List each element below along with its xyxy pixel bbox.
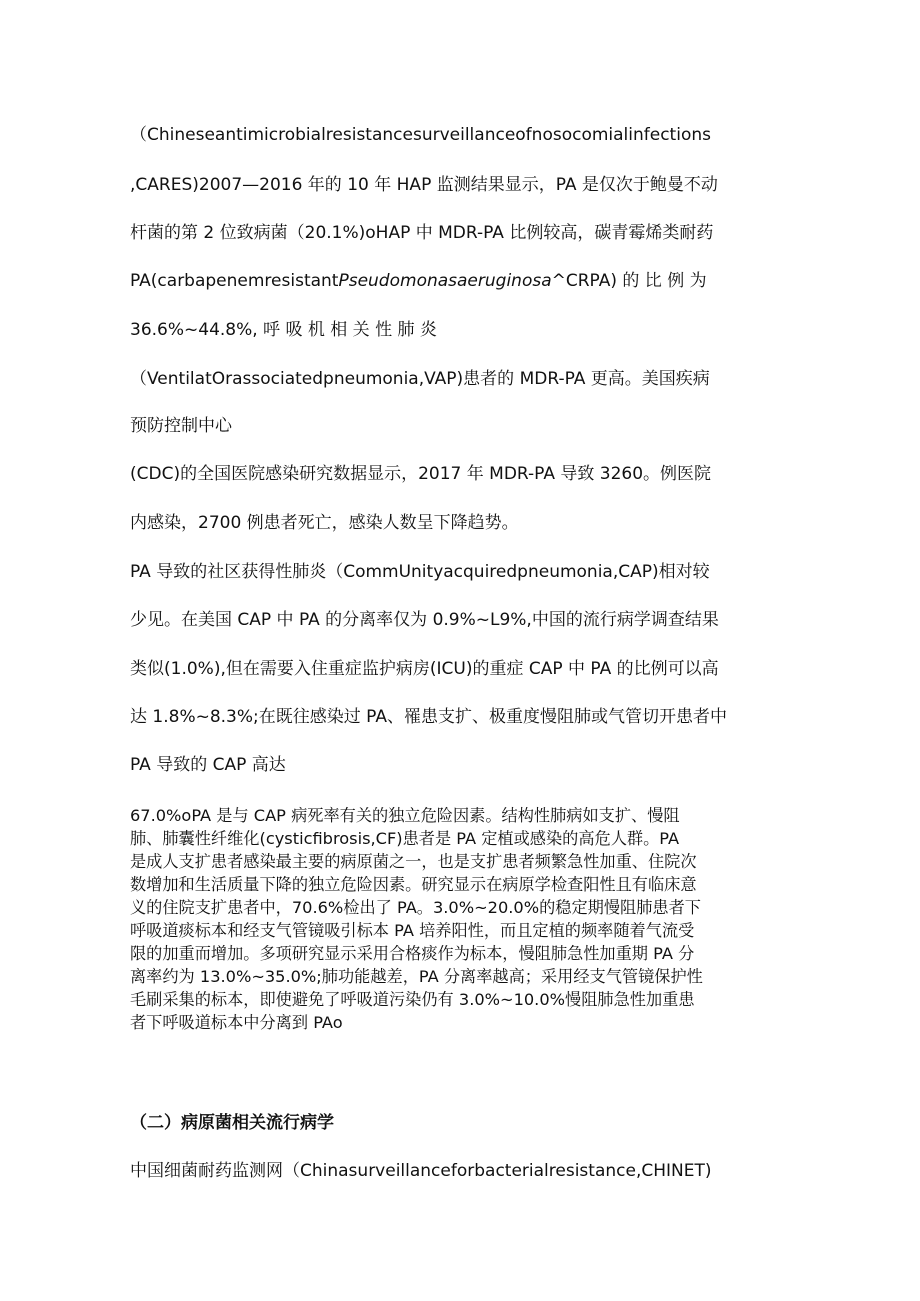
species-name: Pseudomonasaeruginosa <box>338 271 552 291</box>
text-line: （Chineseantimicrobialresistancesurveillanceofnosocomialinfections <box>130 125 711 145</box>
text-line: 肺、肺囊性纤维化(cysticfibrosis,CF)患者是 PA 定植或感染的高危人群。PA <box>130 829 680 848</box>
text-line: 杆菌的第 2 位致病菌（20.1%)oHAP 中 MDR-PA 比例较高，碳青霉烯类耐药 <box>130 223 714 243</box>
text-line: 中国细菌耐药监测网（Chinasurveillanceforbacterialresistance,CHINET) <box>130 1161 712 1181</box>
text-line: 数增加和生活质量下降的独立危险因素。研究显示在病原学检查阳性且有临床意 <box>130 875 697 894</box>
text-line: (CDC)的全国医院感染研究数据显示，2017 年 MDR-PA 导致 3260。例医院 <box>130 464 712 484</box>
text-line <box>130 270 792 292</box>
text-line: 类似(1.0%),但在需要入住重症监护病房(ICU)的重症 CAP 中 PA 的比例可以高 <box>130 659 719 679</box>
text-line: 义的住院支扩患者中，70.6%检出了 PA。3.0%~20.0%的稳定期慢阻肺患者下 <box>130 898 701 917</box>
text-line: PA 导致的社区获得性肺炎（CommUnityacquiredpneumonia,CAP)相对较 <box>130 562 710 582</box>
text-line: （VentilatOrassociatedpneumonia,VAP)患者的 MDR-PA 更高。美国疾病 <box>130 369 710 389</box>
text-line: 内感染，2700 例患者死亡，感染人数呈下降趋势。 <box>130 513 519 533</box>
text-line: ,CARES)2007—2016 年的 10 年 HAP 监测结果显示，PA 是仅次于鲍曼不动 <box>130 175 718 195</box>
text-segment: PA(carbapenemresistant <box>130 271 339 291</box>
text-segment: ^CRPA) 的 比 例 为 <box>551 271 707 291</box>
text-line: 是成人支扩患者感染最主要的病原菌之一，也是支扩患者频繁急性加重、住院次 <box>130 852 697 871</box>
text-line: 预防控制中心 <box>130 416 232 436</box>
text-line: PA 导致的 CAP 高达 <box>130 755 286 775</box>
text-line: 达 1.8%~8.3%;在既往感染过 PA、罹患支扩、极重度慢阻肺或气管切开患者中 <box>130 707 727 727</box>
text-line: 离率约为 13.0%~35.0%;肺功能越差，PA 分离率越高；采用经支气管镜保护性 <box>130 967 703 986</box>
text-line: 呼吸道痰标本和经支气管镜吸引标本 PA 培养阳性，而且定植的频率随着气流受 <box>130 921 695 940</box>
text-line: 限的加重而增加。多项研究显示采用合格痰作为标本，慢阻肺急性加重期 PA 分 <box>130 944 695 963</box>
text-line: 36.6%~44.8%, 呼 吸 机 相 关 性 肺 炎 <box>130 320 437 340</box>
text-line: 者下呼吸道标本中分离到 PAo <box>130 1013 343 1032</box>
text-line: 67.0%oPA 是与 CAP 病死率有关的独立危险因素。结构性肺病如支扩、慢阻 <box>130 806 680 825</box>
text-line: 毛刷采集的标本，即使避免了呼吸道污染仍有 3.0%~10.0%慢阻肺急性加重患 <box>130 990 695 1009</box>
section-heading: （二）病原菌相关流行病学 <box>130 1113 334 1133</box>
text-line: 少见。在美国 CAP 中 PA 的分离率仅为 0.9%~L9%,中国的流行病学调查结果 <box>130 610 719 630</box>
